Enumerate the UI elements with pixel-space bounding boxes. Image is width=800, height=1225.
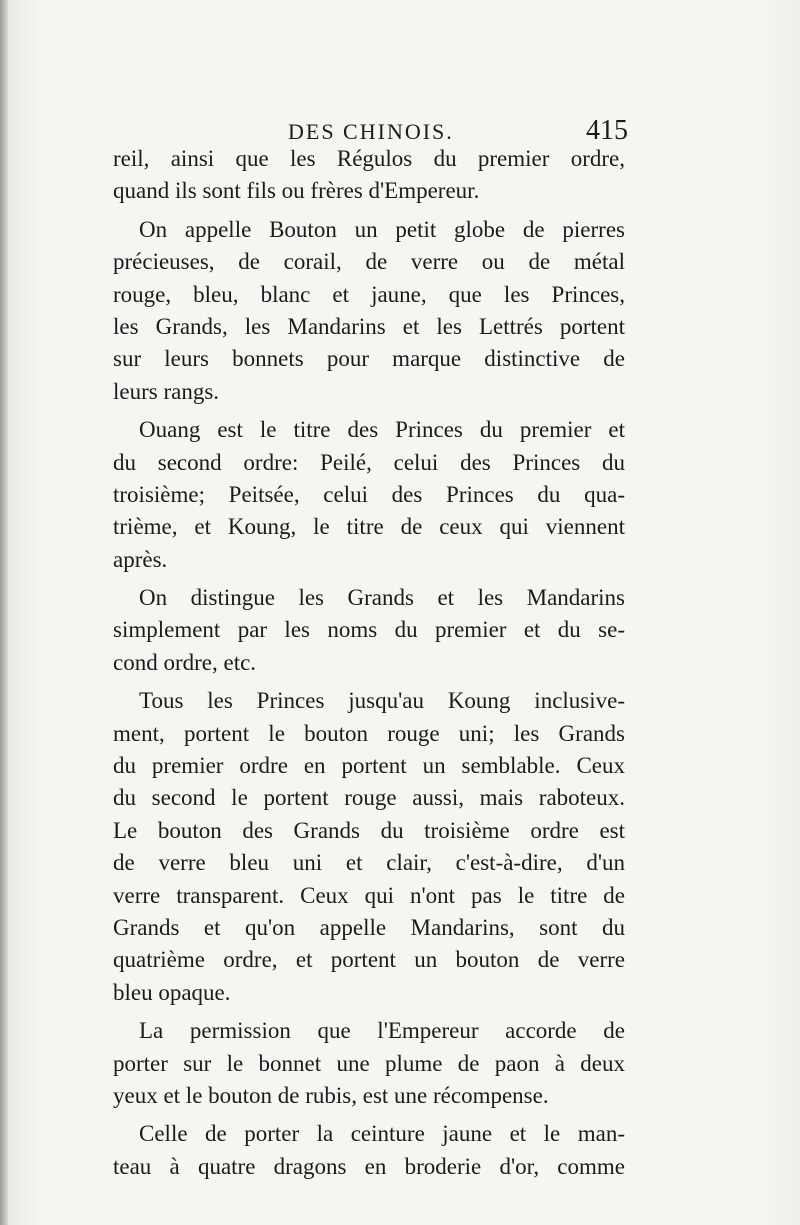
- running-title: DES CHINOIS.: [288, 119, 454, 144]
- text-line: sur leurs bonnets pour marque distinctive de: [113, 346, 625, 372]
- paragraph: [113, 143, 625, 208]
- text-line: quatrième ordre, et portent un bouton de verre: [113, 947, 625, 973]
- paragraph: [113, 414, 625, 576]
- text-line: bleu opaque.: [113, 979, 231, 1005]
- text-line: leurs rangs.: [113, 378, 220, 404]
- paragraph: [113, 685, 625, 1009]
- text-line: du premier ordre en portent un semblable. Ceux: [113, 753, 625, 779]
- text-line: de verre bleu uni et clair, c'est-à-dire, d'un: [113, 850, 625, 876]
- text-line: yeux et le bouton de rubis, est une récompense.: [113, 1082, 549, 1108]
- text-line: du second le portent rouge aussi, mais raboteux.: [113, 785, 625, 811]
- paragraph: [113, 582, 625, 679]
- text-line: précieuses, de corail, de verre ou de métal: [113, 249, 625, 275]
- text-line: teau à quatre dragons en broderie d'or, comme: [113, 1153, 625, 1179]
- text-line: reil, ainsi que les Régulos du premier ordre,: [113, 146, 625, 171]
- text-line: simplement par les noms du premier et du se-: [113, 617, 625, 643]
- text-line: ment, portent le bouton rouge uni; les Grands: [113, 720, 625, 746]
- text-line: On distingue les Grands et les Mandarins: [139, 585, 625, 611]
- text-line: On appelle Bouton un petit globe de pierres: [139, 216, 625, 242]
- text-line: Ouang est le titre des Princes du premier et: [139, 417, 625, 443]
- paragraph: [113, 1118, 625, 1183]
- text-line: La permission que l'Empereur accorde de: [139, 1018, 625, 1044]
- paragraph: [113, 1015, 625, 1112]
- text-line: Le bouton des Grands du troisième ordre est: [113, 817, 625, 843]
- text-line: les Grands, les Mandarins et les Lettrés portent: [113, 313, 625, 339]
- text-line: Grands et qu'on appelle Mandarins, sont du: [113, 914, 625, 940]
- text-line: Celle de porter la ceinture jaune et le man-: [139, 1121, 625, 1147]
- paragraph: [113, 214, 625, 408]
- text-line: quand ils sont fils ou frères d'Empereur.: [113, 178, 480, 204]
- text-line: porter sur le bonnet une plume de paon à deux: [113, 1050, 625, 1076]
- text-line: après.: [113, 546, 168, 572]
- text-line: rouge, bleu, blanc et jaune, que les Princes,: [113, 281, 625, 307]
- text-line: verre transparent. Ceux qui n'ont pas le titre de: [113, 882, 625, 908]
- text-line: troisième; Peitsée, celui des Princes du qua-: [113, 481, 625, 507]
- page-body: [113, 143, 625, 1189]
- text-line: Tous les Princes jusqu'au Koung inclusive-: [139, 688, 625, 714]
- page-spine-shadow: [0, 0, 8, 1225]
- text-line: cond ordre, etc.: [113, 649, 257, 675]
- page-number: 415: [586, 115, 628, 146]
- text-line: du second ordre: Peilé, celui des Princes du: [113, 449, 625, 475]
- text-line: trième, et Koung, le titre de ceux qui viennent: [113, 514, 625, 540]
